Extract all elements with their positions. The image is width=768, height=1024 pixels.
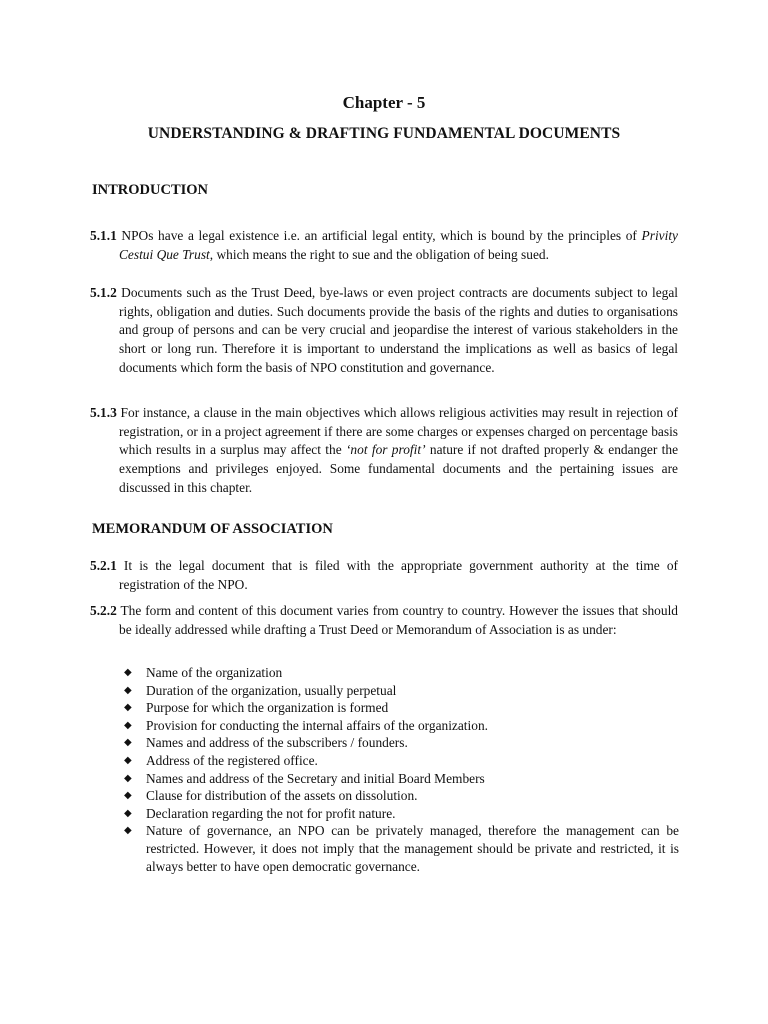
paragraph-text: For instance, a clause in the main objectives which allows religious activities may result in rejection of registration, or in a project agreement if there are some charges or expenses charged on percentage basis which results in a surplus may affect the xyxy=(116,405,678,458)
list-item-text: Names and address of the subscribers / founders. xyxy=(146,735,408,751)
list-item xyxy=(124,717,679,735)
paragraph-5-1-3 xyxy=(90,404,678,498)
list-item-text: Provision for conducting the internal affairs of the organization. xyxy=(146,717,488,733)
diamond-bullet-icon: ◆ xyxy=(124,684,132,696)
paragraph-text: Documents such as the Trust Deed, bye-laws or even project contracts are documents subject to legal rights, obligation and duties. Such documents provide the basis of the rights and duties to organisations and group of persons and can be very crucial and jeopardise the interest of various stakeholders in the short or long run. Therefore it is important to understand the implications as well as basics of legal documents which form the basis of NPO constitution and governance. xyxy=(116,285,678,375)
list-item xyxy=(124,822,679,875)
list-item-text: Declaration regarding the not for profit nature. xyxy=(146,805,396,821)
paragraph-text: NPOs have a legal existence i.e. an artificial legal entity, which is bound by the principles of xyxy=(116,228,642,243)
paragraph-5-2-2 xyxy=(90,602,678,639)
paragraph-text: It is the legal document that is filed with the appropriate government authority at the time of registration of the NPO. xyxy=(116,558,678,592)
list-item xyxy=(124,699,679,717)
list-item xyxy=(124,664,679,682)
list-item xyxy=(124,805,679,823)
chapter-label: Chapter - 5 xyxy=(342,93,426,112)
list-item-text: Address of the registered office. xyxy=(146,752,318,768)
paragraph-5-1-1 xyxy=(90,227,678,264)
list-item-text: Nature of governance, an NPO can be privately managed, therefore the management can be restricted. However, it does not imply that the management should be private and restricted, it is always better to have open democratic governance. xyxy=(146,823,679,874)
paragraph-number: 5.2.2 xyxy=(90,603,117,618)
paragraph-number: 5.1.3 xyxy=(90,405,117,420)
paragraph-text: nature if not drafted properly & endanger the exemptions and privileges enjoyed. Some fundamental documents and the pertaining issues are discussed in this chapter. xyxy=(119,442,679,495)
paragraph-number: 5.1.2 xyxy=(90,285,117,300)
paragraph-number: 5.2.1 xyxy=(90,558,117,573)
diamond-bullet-icon: ◆ xyxy=(124,667,132,678)
paragraph-text: The form and content of this document varies from country to country. However the issues that should be ideally addressed while drafting a Trust Deed or Memorandum of Association is as under: xyxy=(116,603,678,637)
diamond-bullet-icon: ◆ xyxy=(124,790,132,802)
list-item-text: Names and address of the Secretary and initial Board Members xyxy=(146,770,485,786)
diamond-bullet-icon: ◆ xyxy=(124,754,132,766)
list-item xyxy=(124,770,679,788)
diamond-bullet-icon: ◆ xyxy=(124,772,132,784)
diamond-bullet-icon: ◆ xyxy=(124,702,132,714)
diamond-bullet-icon: ◆ xyxy=(124,719,132,731)
diamond-bullet-icon: ◆ xyxy=(124,825,132,837)
chapter-title: UNDERSTANDING & DRAFTING FUNDAMENTAL DOCUMENTS xyxy=(147,125,621,142)
list-item xyxy=(124,682,679,700)
list-item-text: Duration of the organization, usually perpetual xyxy=(146,682,397,698)
paragraph-number: 5.1.1 xyxy=(90,228,117,243)
association-items-list xyxy=(124,664,679,875)
list-item-text: Purpose for which the organization is formed xyxy=(146,700,389,716)
diamond-bullet-icon: ◆ xyxy=(124,737,132,749)
diamond-bullet-icon: ◆ xyxy=(124,807,132,819)
paragraph-emphasis: Privity Cestui Que Trust xyxy=(119,228,678,262)
list-item xyxy=(124,787,679,805)
list-item-text: Name of the organization xyxy=(146,665,283,680)
paragraph-5-2-1 xyxy=(90,557,678,594)
list-item-text: Clause for distribution of the assets on dissolution. xyxy=(146,788,418,804)
section-heading-memorandum: MEMORANDUM OF ASSOCIATION xyxy=(92,521,333,537)
list-item xyxy=(124,734,679,752)
section-heading-introduction: INTRODUCTION xyxy=(92,182,209,198)
paragraph-emphasis: ‘not for profit’ xyxy=(345,442,426,458)
paragraph-text: , which means the right to sue and the obligation of being sued. xyxy=(209,246,549,262)
list-item xyxy=(124,752,679,770)
paragraph-5-1-2 xyxy=(90,284,678,378)
